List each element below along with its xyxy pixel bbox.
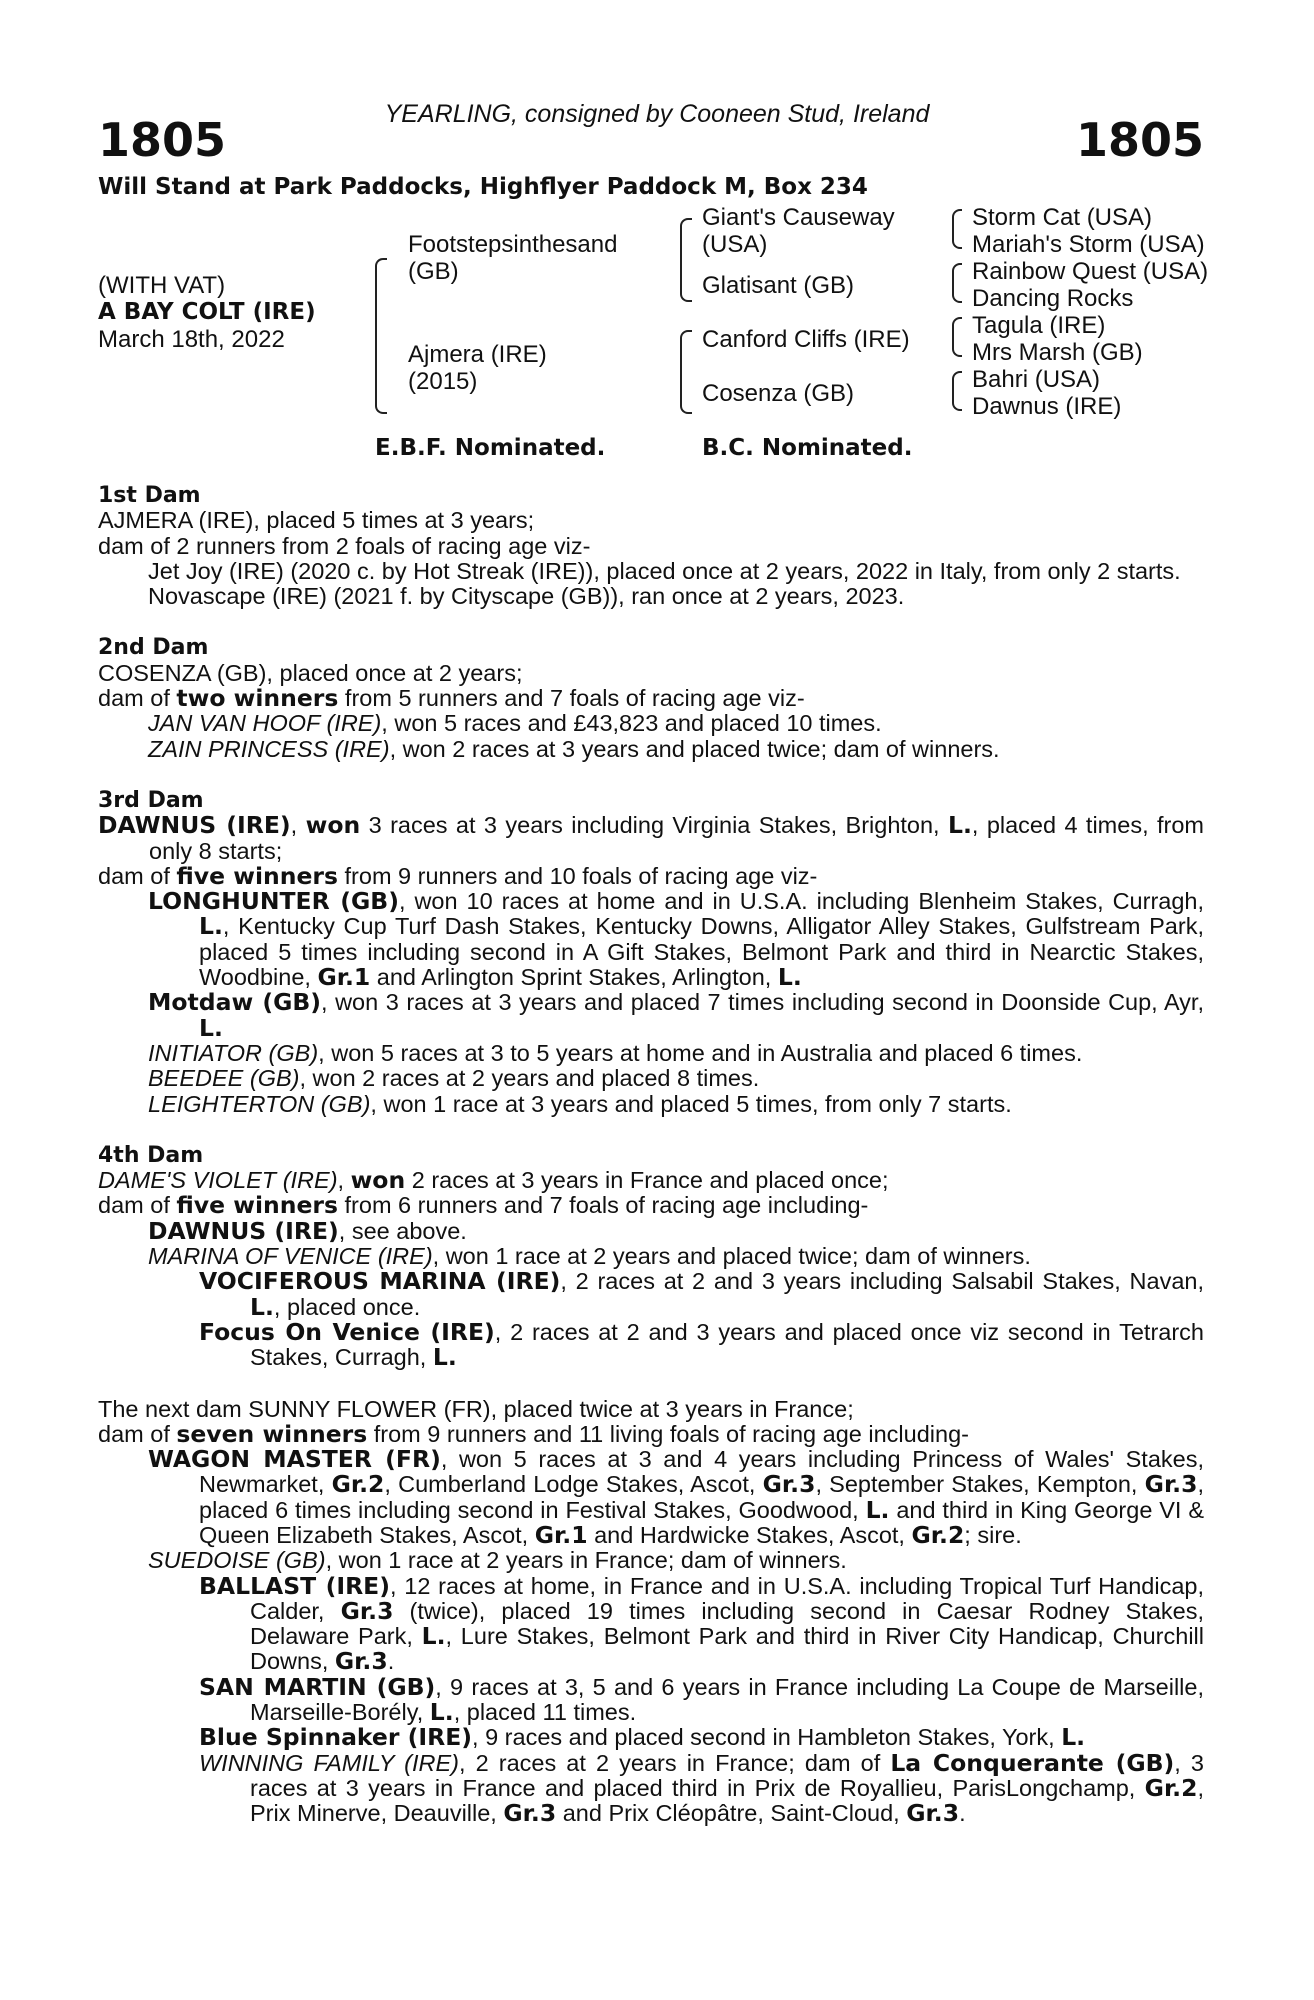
- pedigree-dam: Ajmera (IRE): [408, 341, 547, 368]
- pedigree-ssd: Mariah's Storm (USA): [972, 231, 1205, 258]
- ebf-nominated: E.B.F. Nominated.: [375, 435, 606, 461]
- first-dam-line: AJMERA (IRE), placed 5 times at 3 years;: [98, 507, 535, 534]
- third-dam-progeny-4: BEEDEE (GB), won 2 races at 2 years and placed 8 times.: [148, 1065, 760, 1092]
- pedigree-brace-main: [375, 258, 387, 414]
- first-dam-produce-line: dam of 2 runners from 2 foals of racing age viz-: [98, 532, 591, 559]
- fourth-dam-produce-line: dam of five winners from 6 runners and 7 foals of racing age including-: [98, 1191, 869, 1220]
- next-dam-grandprogeny-2: SAN MARTIN (GB), 9 races at 3, 5 and 6 years in France including La Coupe de Marseille, Marseille-Borély, L., placed 11 times.: [199, 1672, 1204, 1727]
- fourth-dam-heading: 4th Dam: [98, 1142, 204, 1168]
- pedigree-sss: Storm Cat (USA): [972, 204, 1153, 231]
- lot-number-left: 1805: [98, 113, 227, 167]
- third-dam-progeny-5: LEIGHTERTON (GB), won 1 race at 3 years and placed 5 times, from only 7 starts.: [148, 1090, 1012, 1117]
- first-dam-heading: 1st Dam: [98, 483, 201, 508]
- second-dam-produce-line: dam of two winners from 5 runners and 7 foals of racing age viz-: [98, 684, 805, 713]
- second-dam-progeny-2: ZAIN PRINCESS (IRE), won 2 races at 3 years and placed twice; dam of winners.: [148, 735, 1000, 762]
- pedigree-dds: Bahri (USA): [972, 366, 1101, 393]
- third-dam-produce-line: dam of five winners from 9 runners and 10 foals of racing age viz-: [98, 861, 818, 890]
- vat-note: (WITH VAT): [98, 272, 226, 299]
- pedigree-sds: Rainbow Quest (USA): [972, 258, 1209, 285]
- pedigree-brace-g2: [952, 263, 962, 303]
- second-dam-line: COSENZA (GB), placed once at 2 years;: [98, 659, 523, 686]
- pedigree-ddd: Dawnus (IRE): [972, 393, 1122, 420]
- fourth-dam-grandprogeny-1: VOCIFEROUS MARINA (IRE), 2 races at 2 and 3 years including Salsabil Stakes, Navan, L., placed once.: [199, 1267, 1204, 1321]
- pedigree-brace-sire: [680, 218, 692, 302]
- pedigree-brace-g4: [952, 371, 962, 411]
- pedigree-dsd: Mrs Marsh (GB): [972, 339, 1143, 366]
- third-dam-progeny-2: Motdaw (GB), won 3 races at 3 years and placed 7 times including second in Doonside Cup, Ayr, L.: [148, 988, 1204, 1042]
- fourth-dam-progeny-1: DAWNUS (IRE), see above.: [148, 1216, 467, 1245]
- pedigree-brace-g3: [952, 317, 962, 357]
- dam-family-text: [98, 483, 1204, 1827]
- pedigree-dam-dam: Cosenza (GB): [702, 380, 855, 407]
- next-dam-produce-line: dam of seven winners from 9 runners and 11 living foals of racing age including-: [98, 1419, 969, 1448]
- pedigree-sdd: Dancing Rocks: [972, 285, 1134, 312]
- next-dam-progeny-2: SUEDOISE (GB), won 1 race at 2 years in France; dam of winners.: [148, 1547, 847, 1574]
- pedigree-sire-sire: Giant's Causeway: [702, 204, 895, 231]
- pedigree-brace-g1: [952, 209, 962, 249]
- pedigree-dam-year: (2015): [408, 368, 478, 395]
- fourth-dam-grandprogeny-2: Focus On Venice (IRE), 2 races at 2 and 3 years and placed once viz second in Tetrarch Stakes, Curragh, L.: [199, 1317, 1204, 1372]
- next-dam-line: The next dam SUNNY FLOWER (FR), placed twice at 3 years in France;: [98, 1395, 854, 1422]
- pedigree-sire-dam: Glatisant (GB): [702, 272, 855, 299]
- venue-line: Will Stand at Park Paddocks, Highflyer Paddock M, Box 234: [98, 174, 868, 200]
- first-dam-progeny-1: Jet Joy (IRE) (2020 c. by Hot Streak (IRE)), placed once at 2 years, 2022 in Italy, from only 2 starts.: [148, 557, 1181, 584]
- lot-number-right: 1805: [1075, 113, 1204, 167]
- catalogue-subtitle: YEARLING, consigned by Cooneen Stud, Ireland: [384, 100, 930, 128]
- pedigree-brace-dam: [680, 330, 692, 414]
- next-dam-grandprogeny-3: Blue Spinnaker (IRE), 9 races and placed second in Hambleton Stakes, York, L.: [199, 1723, 1086, 1752]
- bc-nominated: B.C. Nominated.: [702, 435, 913, 461]
- pedigree-sire-sire-country: (USA): [702, 231, 768, 258]
- next-dam-grandprogeny-4: WINNING FAMILY (IRE), 2 races at 2 years in France; dam of La Conquerante (GB), 3 races at 3 years in France and placed third in Prix de Royallieu, ParisLongchamp, Gr.2, Prix Minerve, Deauville, Gr.3 and Prix Cléopâtre, Saint-Cloud, Gr.3.: [199, 1748, 1204, 1828]
- fourth-dam-progeny-2: MARINA OF VENICE (IRE), won 1 race at 2 years and placed twice; dam of winners.: [148, 1243, 1031, 1270]
- third-dam-progeny-3: INITIATOR (GB), won 5 races at 3 to 5 years at home and in Australia and placed 6 times.: [148, 1039, 1083, 1066]
- next-dam-progeny-1: WAGON MASTER (FR), won 5 races at 3 and 4 years including Princess of Wales' Stakes, Newmarket, Gr.2, Cumberland Lodge Stakes, Ascot, Gr.3, September Stakes, Kempton, Gr.3, placed 6 times including second in Festival Stakes, Goodwood, L. and third in King George VI & Queen Elizabeth Stakes, Ascot, Gr.1 and Hardwicke Stakes, Ascot, Gr.2; sire.: [148, 1445, 1204, 1549]
- third-dam-heading: 3rd Dam: [98, 787, 204, 813]
- third-dam-progeny-1: LONGHUNTER (GB), won 10 races at home and in U.S.A. including Blenheim Stakes, Curragh, L., Kentucky Cup Turf Dash Stakes, Kentucky Downs, Alligator Alley Stakes, Gulfstream Park, placed 5 times including second in A Gift Stakes, Belmont Park and third in Nearctic Stakes, Woodbine, Gr.1 and Arlington Sprint Stakes, Arlington, L.: [148, 887, 1205, 992]
- horse-name: A BAY COLT (IRE): [98, 299, 316, 325]
- pedigree-dam-sire: Canford Cliffs (IRE): [702, 326, 910, 353]
- third-dam-line: DAWNUS (IRE), won 3 races at 3 years including Virginia Stakes, Brighton, L., placed 4 times, from only 8 starts;: [98, 811, 1205, 864]
- second-dam-progeny-1: JAN VAN HOOF (IRE), won 5 races and £43,823 and placed 10 times.: [148, 710, 882, 737]
- horse-dob: March 18th, 2022: [98, 326, 285, 353]
- pedigree-sire-country: (GB): [408, 258, 459, 285]
- fourth-dam-line: DAME'S VIOLET (IRE), won 2 races at 3 years in France and placed once;: [98, 1166, 889, 1195]
- next-dam-grandprogeny-1: BALLAST (IRE), 12 races at home, in France and in U.S.A. including Tropical Turf Handicap, Calder, Gr.3 (twice), placed 19 times including second in Caesar Rodney Stakes, Delaware Park, L., Lure Stakes, Belmont Park and third in River City Handicap, Churchill Downs, Gr.3.: [199, 1571, 1204, 1676]
- pedigree-dss: Tagula (IRE): [972, 312, 1106, 339]
- second-dam-heading: 2nd Dam: [98, 635, 209, 661]
- pedigree-sire: Footstepsinthesand: [408, 231, 618, 258]
- first-dam-progeny-2: Novascape (IRE) (2021 f. by Cityscape (GB)), ran once at 2 years, 2023.: [148, 583, 905, 610]
